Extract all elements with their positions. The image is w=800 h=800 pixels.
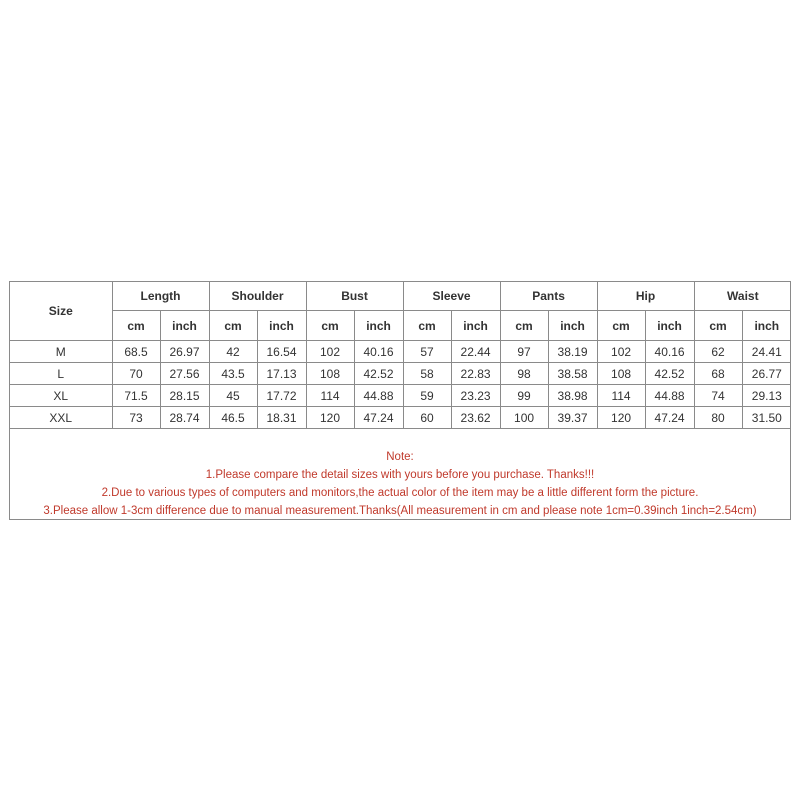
table-cell: 44.88 xyxy=(354,385,403,407)
size-cell: XL xyxy=(10,385,112,407)
table-cell: 38.58 xyxy=(548,363,597,385)
table-cell: 59 xyxy=(403,385,451,407)
group-header-row xyxy=(10,282,791,311)
size-cell: M xyxy=(10,341,112,363)
table-cell: 40.16 xyxy=(354,341,403,363)
unit-header-cm: cm xyxy=(694,311,742,341)
table-cell: 100 xyxy=(500,407,548,429)
table-cell: 17.72 xyxy=(257,385,306,407)
table-cell: 98 xyxy=(500,363,548,385)
table-cell: 102 xyxy=(306,341,354,363)
table-cell: 44.88 xyxy=(645,385,694,407)
table-cell: 31.50 xyxy=(742,407,791,429)
unit-header-cm: cm xyxy=(403,311,451,341)
table-cell: 43.5 xyxy=(209,363,257,385)
table-cell: 57 xyxy=(403,341,451,363)
table-cell: 42.52 xyxy=(645,363,694,385)
table-cell: 28.74 xyxy=(160,407,209,429)
table-cell: 17.13 xyxy=(257,363,306,385)
note-line-1: 1.Please compare the detail sizes with yours before you purchase. Thanks!!! xyxy=(205,469,595,481)
table-cell: 97 xyxy=(500,341,548,363)
unit-header-cm: cm xyxy=(209,311,257,341)
note-line-3: 3.Please allow 1-3cm difference due to manual measurement.Thanks(All measurement in cm and please note 1cm=0.39inch 1inch=2.54cm) xyxy=(43,505,757,517)
table-cell: 40.16 xyxy=(645,341,694,363)
unit-header-cm: cm xyxy=(306,311,354,341)
table-cell: 42.52 xyxy=(354,363,403,385)
group-header-shoulder: Shoulder xyxy=(209,282,306,311)
group-header-hip: Hip xyxy=(597,282,694,311)
table-row xyxy=(10,407,791,429)
table-cell: 28.15 xyxy=(160,385,209,407)
group-header-sleeve: Sleeve xyxy=(403,282,500,311)
table-cell: 42 xyxy=(209,341,257,363)
table-cell: 114 xyxy=(597,385,645,407)
notes xyxy=(10,448,790,520)
table-cell: 114 xyxy=(306,385,354,407)
table-cell: 27.56 xyxy=(160,363,209,385)
unit-header-row xyxy=(10,311,791,341)
unit-header-cm: cm xyxy=(597,311,645,341)
table-cell: 68 xyxy=(694,363,742,385)
table-cell: 73 xyxy=(112,407,160,429)
table-cell: 38.19 xyxy=(548,341,597,363)
table-cell: 108 xyxy=(597,363,645,385)
table-cell: 99 xyxy=(500,385,548,407)
table-cell: 58 xyxy=(403,363,451,385)
unit-header-inch: inch xyxy=(742,311,791,341)
table-cell: 23.62 xyxy=(451,407,500,429)
table-cell: 26.97 xyxy=(160,341,209,363)
table-cell: 120 xyxy=(306,407,354,429)
table-row xyxy=(10,385,791,407)
unit-header-inch: inch xyxy=(257,311,306,341)
group-header-length: Length xyxy=(112,282,209,311)
table-cell: 39.37 xyxy=(548,407,597,429)
table-cell: 46.5 xyxy=(209,407,257,429)
table-cell: 23.23 xyxy=(451,385,500,407)
table-cell: 71.5 xyxy=(112,385,160,407)
group-header-waist: Waist xyxy=(694,282,791,311)
size-cell: XXL xyxy=(10,407,112,429)
size-table xyxy=(10,282,791,429)
group-header-bust: Bust xyxy=(306,282,403,311)
table-cell: 60 xyxy=(403,407,451,429)
table-cell: 108 xyxy=(306,363,354,385)
table-cell: 38.98 xyxy=(548,385,597,407)
table-cell: 22.83 xyxy=(451,363,500,385)
table-row xyxy=(10,363,791,385)
table-cell: 74 xyxy=(694,385,742,407)
table-cell: 29.13 xyxy=(742,385,791,407)
note-line-2: 2.Due to various types of computers and monitors,the actual color of the item may be a little different form the picture. xyxy=(101,487,699,499)
table-cell: 70 xyxy=(112,363,160,385)
group-header-pants: Pants xyxy=(500,282,597,311)
table-cell: 47.24 xyxy=(354,407,403,429)
table-cell: 68.5 xyxy=(112,341,160,363)
table-cell: 16.54 xyxy=(257,341,306,363)
size-cell: L xyxy=(10,363,112,385)
size-header: Size xyxy=(10,282,112,341)
table-cell: 80 xyxy=(694,407,742,429)
table-row xyxy=(10,341,791,363)
table-cell: 102 xyxy=(597,341,645,363)
unit-header-inch: inch xyxy=(354,311,403,341)
note-title: Note: xyxy=(386,451,414,463)
table-cell: 47.24 xyxy=(645,407,694,429)
table-cell: 24.41 xyxy=(742,341,791,363)
unit-header-inch: inch xyxy=(160,311,209,341)
size-chart xyxy=(9,281,791,520)
table-cell: 22.44 xyxy=(451,341,500,363)
table-cell: 26.77 xyxy=(742,363,791,385)
unit-header-inch: inch xyxy=(451,311,500,341)
unit-header-cm: cm xyxy=(500,311,548,341)
unit-header-inch: inch xyxy=(645,311,694,341)
table-cell: 62 xyxy=(694,341,742,363)
table-cell: 120 xyxy=(597,407,645,429)
table-cell: 18.31 xyxy=(257,407,306,429)
table-cell: 45 xyxy=(209,385,257,407)
unit-header-cm: cm xyxy=(112,311,160,341)
unit-header-inch: inch xyxy=(548,311,597,341)
